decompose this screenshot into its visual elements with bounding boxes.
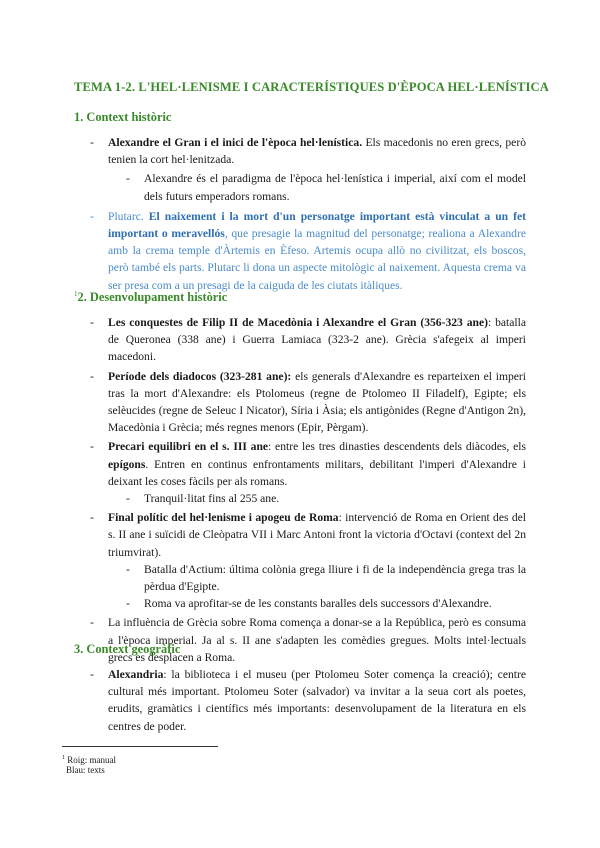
sub-item-text: Batalla d'Actium: última colònia grega lliure i fi de la independència grega tras la pèrdua d'Egipte. (144, 562, 526, 594)
list-dash: - (90, 316, 94, 329)
item-bold-text: Precari equilibri en el s. III ane (108, 440, 269, 454)
list-dash: - (90, 616, 94, 630)
list-dash: - (90, 369, 94, 383)
list-item (90, 666, 526, 735)
sub-list-item (126, 561, 526, 595)
item-bold-text: Període dels diadocos (323-281 ane): (108, 369, 292, 383)
item-text: els generals d'Alexandre es reparteixen el imperi tras la mort d'Alexandre: els Ptolomeus (regne de Ptolomeo II Filadelf), Egipte; els selèucides (regne de Seleuc I Nicator), Síria i Àsia; els antigònides (Regne d'Antigon 2n), Macedònia i Grècia; més regnes menors (Epir, Pèrgam). (108, 369, 526, 435)
list-item (90, 614, 526, 666)
item-text: Plutarc. (108, 209, 149, 223)
section-3-list (90, 666, 526, 735)
list-dash: - (90, 209, 94, 223)
list-dash: - (126, 172, 130, 186)
item-bold-text: Alexandre el Gran i el inici de l'època hel·lenística. (108, 136, 363, 149)
item-text: : entre les tres dinasties descendents dels diàcodes, els (268, 440, 526, 454)
item-text: , que presagie la magnitud del personatge; realiona a Alexandre amb la crema temple d'Àrtemis en Èfeso. Artemis ocupa allò no civilitzat, els boscos, però també els parts. Plutarc li dona un aspecte mitològic al naixement. Aquesta crema va ser presa com a un presagi de la caiguda de les ciutats itàliques. (108, 227, 526, 292)
item-text: : la biblioteca i el museu (per Ptolomeu Soter comença la creació); centre cultural més important. Ptolomeu Soter (salvador) va invitar a la seua cort als poetes, erudits, gramàtics i científics més importants: desenvolupament de la literatura en els centres de poder. (108, 668, 526, 733)
list-item (90, 314, 526, 366)
sub-item-text: Roma va aprofitar-se de les constants baralles dels successors d'Alexandre. (144, 597, 492, 611)
list-item (90, 438, 526, 507)
section-2-list (90, 314, 526, 666)
section-heading-context-historic: 1. Context històric (74, 110, 172, 124)
footnote-line-2: Blau: texts (66, 765, 105, 775)
list-dash: - (90, 511, 94, 525)
item-text: : intervenció de Roma en Orient des del s. II ane i suïcidi de Cleòpatra VII i Marc Antoni front la victoria d'Octavi (context del 2n triumvirat). (108, 511, 526, 559)
document-title: TEMA 1-2. L'HEL·LENISME I CARACTERÍSTIQUES D'ÈPOCA HEL·LENÍSTICA (74, 80, 549, 94)
list-dash: - (126, 492, 130, 506)
list-dash: - (90, 668, 94, 681)
item-bold-text: epígons (108, 457, 146, 471)
section-heading-text: 2. Desenvolupament històric (77, 290, 228, 305)
list-dash: - (126, 597, 130, 611)
sub-item-text: Tranquil·litat fins al 255 ane. (144, 492, 280, 506)
footnote-reference: 1 (74, 290, 78, 298)
item-bold-text: Les conquestes de Filip II de Macedònia i Alexandre el Gran (356-323 ane) (108, 316, 488, 329)
sub-list-item (126, 170, 526, 204)
section-heading-context-geografic: 3. Context geogràfic (74, 642, 181, 656)
list-dash: - (90, 440, 94, 454)
list-item-text-quote (90, 208, 526, 294)
sub-list-item (126, 490, 526, 507)
list-item (90, 368, 526, 437)
item-text: : batalla de Queronea (338 ane) i Guerra Lamiaca (323-2 ane). Grècia s'afegeix al imperi macedoni. (108, 316, 526, 364)
footnote-separator (62, 746, 218, 747)
list-dash: - (90, 136, 94, 149)
sub-list-item (126, 595, 526, 612)
footnote-text: Roig: manual (67, 755, 116, 765)
item-bold-text: Alexandria (108, 668, 164, 681)
list-dash: - (126, 562, 130, 576)
item-text: Els macedonis no eren grecs, però tenien la cort hel·lenitzada. (108, 136, 526, 167)
item-text: La influència de Grècia sobre Roma comença a donar-se a la República, però es consuma a l'època imperial. Ja al s. II ane s'adapten les comèdies gregues. Molts intel·lectuals grecs es desplacen a Roma. (108, 616, 526, 664)
sub-item-text: Alexandre és el paradigma de l'època hel·lenística i imperial, així com el model dels futurs emperadors romans. (144, 172, 526, 203)
item-bold-text: El naixement i la mort d'un personatge important està vinculat a un fet important o meravellós (108, 209, 527, 241)
list-item (90, 134, 526, 205)
item-text: . Entren en continus enfrontaments militars, debilitant l'imperi d'Alexandre i deixant les coses fàcils per als romans. (108, 457, 526, 488)
section-1-list (90, 134, 526, 294)
list-item (90, 509, 526, 612)
item-bold-text: Final polític del hel·lenisme i apogeu de Roma (108, 511, 339, 525)
footnote-marker: 1 (62, 755, 65, 761)
section-heading-desenvolupament (74, 290, 227, 305)
